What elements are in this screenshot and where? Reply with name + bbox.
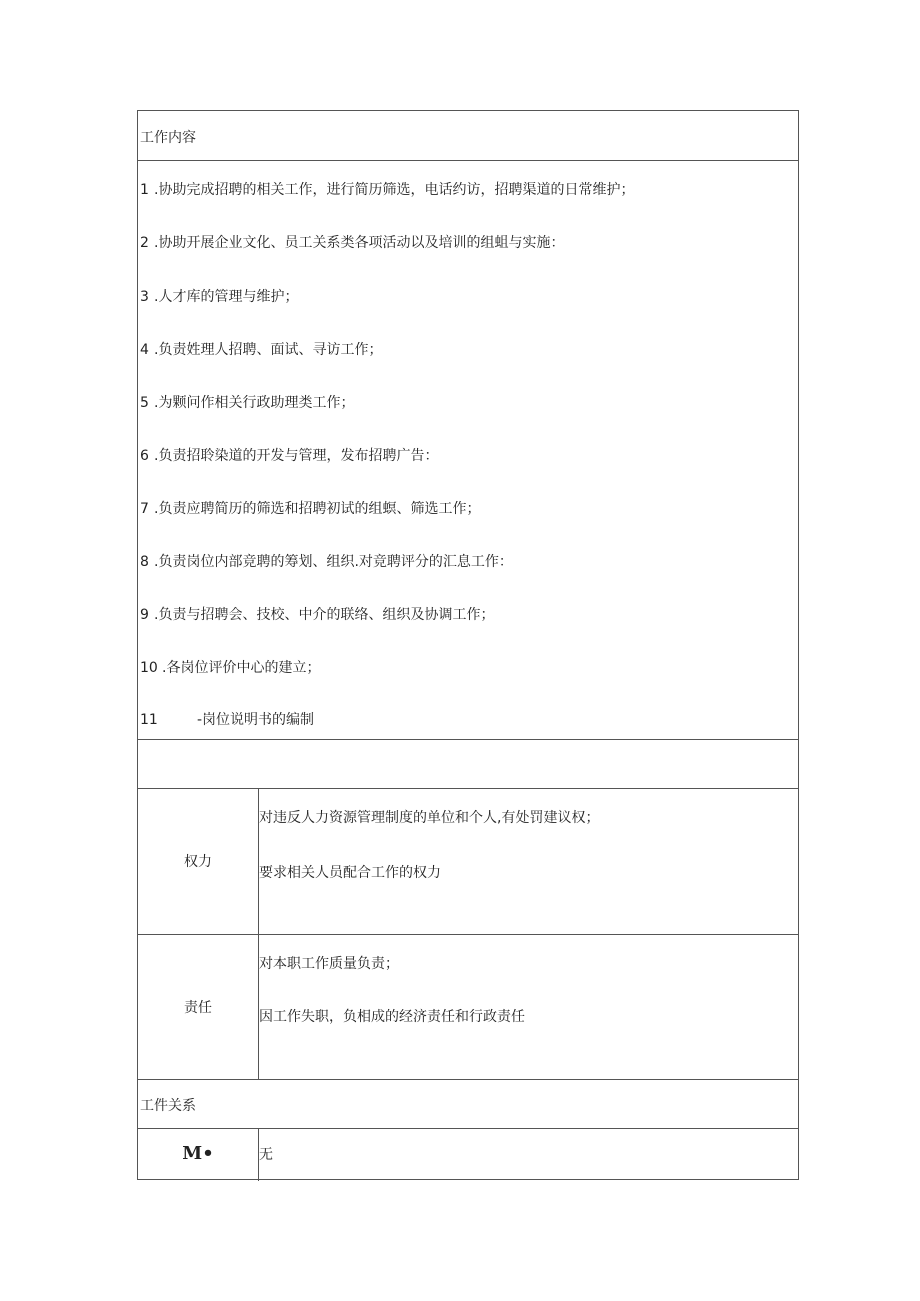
item-text: .协助完成招聘的相关工作，进行简历筛选，电话约访，招聘渠道的日常维护； [154, 182, 635, 198]
divider [138, 160, 798, 161]
work-content-title: 工作内容 [140, 130, 196, 146]
item-number: 1 [140, 182, 149, 198]
item-text: .负责姓理人招聘、面试、寻访工作； [154, 342, 383, 358]
power-label: 权力 [184, 854, 212, 870]
item-number: 9 [140, 607, 149, 623]
divider [138, 788, 798, 789]
power-line: 对违反人力资源管理制度的单位和个人,有处罚建议权； [259, 810, 600, 826]
item-text: -岗位说明书的编制 [197, 712, 315, 728]
item-text: .负责应聘简历的筛选和招聘初试的组螟、筛选工作； [154, 501, 481, 517]
responsibility-label: 责任 [184, 1000, 212, 1016]
item-number: 7 [140, 501, 149, 517]
item-number: 10 [140, 660, 158, 676]
item-text: .为颗问作相关行政助理类工作； [154, 395, 355, 411]
job-description-table [137, 110, 799, 1180]
item-number: 3 [140, 289, 149, 305]
relations-row-value: 无 [259, 1147, 273, 1163]
item-text: .各岗位评价中心的建立； [162, 660, 321, 676]
responsibility-line: 因工作失职，负相成的经济责任和行政责任 [259, 1009, 525, 1025]
relations-row-label: M• [182, 1143, 214, 1164]
divider [138, 934, 798, 935]
responsibility-line: 对本职工作质量负责； [259, 956, 399, 972]
item-text: .负责招聆染道的开发与管理，发布招聘广告： [154, 448, 439, 464]
item-text: .协助开展企业文化、员工关系类各项活动以及培训的组蛆与实施： [154, 235, 565, 251]
divider [138, 739, 798, 740]
power-line: 要求相关人员配合工作的权力 [259, 865, 441, 881]
item-text: .负责与招聘会、技校、中介的联络、组织及协调工作； [154, 607, 495, 623]
divider [138, 1128, 798, 1129]
divider [138, 1079, 798, 1080]
relations-title: 工件关系 [140, 1098, 196, 1114]
item-text: .负责岗位内部竞聘的筹划、组织.对竞聘评分的汇息工作： [154, 554, 513, 570]
item-number: 8 [140, 554, 149, 570]
item-number: 5 [140, 395, 149, 411]
item-number: 4 [140, 342, 149, 358]
item-number: 11 [140, 712, 158, 728]
item-number: 6 [140, 448, 149, 464]
item-number: 2 [140, 235, 149, 251]
item-text: .人才库的管理与维护； [154, 289, 299, 305]
column-divider [258, 788, 259, 1079]
